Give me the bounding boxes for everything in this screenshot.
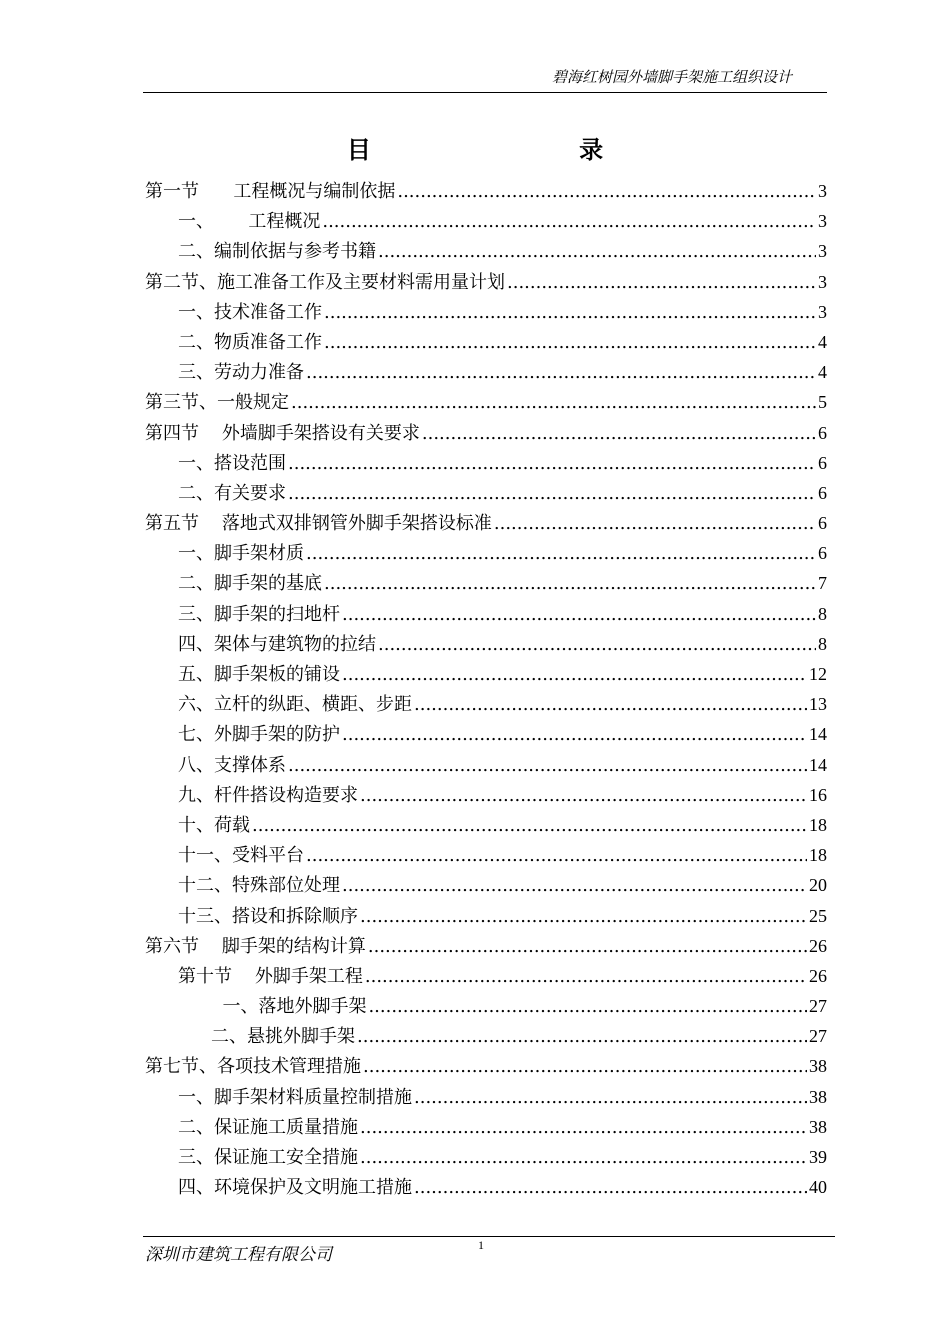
toc-dot-leader bbox=[322, 207, 816, 237]
footer-rule bbox=[143, 1236, 835, 1237]
toc-entry-text: 第四节 外墙脚手架搭设有关要求 bbox=[145, 422, 420, 444]
toc-entry[interactable] bbox=[145, 870, 827, 900]
toc-entry-text: 七、外脚手架的防护 bbox=[178, 724, 340, 746]
toc-entry-text: 第五节 落地式双排钢管外脚手架搭设标准 bbox=[145, 513, 492, 535]
toc-entry-page: 4 bbox=[818, 362, 827, 383]
toc-entry-text: 三、劳动力准备 bbox=[178, 362, 304, 384]
toc-entry-page: 3 bbox=[818, 271, 827, 292]
toc-entry[interactable] bbox=[145, 810, 827, 840]
toc-entry-text: 十三、搭设和拆除顺序 bbox=[178, 905, 358, 927]
toc-entry-page: 18 bbox=[809, 845, 827, 866]
toc-dot-leader bbox=[324, 328, 816, 358]
toc-entry-text: 十二、特殊部位处理 bbox=[178, 875, 340, 897]
toc-entry[interactable] bbox=[145, 418, 827, 448]
toc-entry-text: 四、环境保护及文明施工措施 bbox=[178, 1177, 412, 1199]
toc-entry-text: 八、支撑体系 bbox=[178, 754, 286, 776]
toc-entry-page: 38 bbox=[809, 1086, 827, 1107]
toc-entry-page: 3 bbox=[818, 241, 827, 262]
toc-entry-page: 12 bbox=[809, 664, 827, 684]
toc-entry-text: 五、脚手架板的铺设 bbox=[178, 664, 340, 685]
toc-entry[interactable] bbox=[145, 387, 827, 417]
toc-entry[interactable] bbox=[145, 961, 827, 991]
header-rule bbox=[143, 92, 827, 93]
toc-entry-page: 14 bbox=[809, 754, 827, 775]
toc-entry-text: 二、编制依据与参考书籍 bbox=[178, 241, 376, 263]
toc-entry-text: 一、搭设范围 bbox=[178, 452, 286, 474]
toc-entry[interactable] bbox=[145, 659, 827, 689]
toc-title: 目 录 bbox=[346, 135, 704, 164]
toc-entry[interactable] bbox=[145, 1082, 827, 1112]
toc-entry[interactable] bbox=[145, 1021, 827, 1051]
toc-entry-page: 6 bbox=[818, 513, 827, 534]
toc-entry-text: 第二节、施工准备工作及主要材料需用量计划 bbox=[145, 271, 505, 293]
toc-entry-text: 一、技术准备工作 bbox=[178, 301, 322, 323]
toc-entry-page: 38 bbox=[809, 1116, 827, 1137]
toc-entry[interactable] bbox=[145, 357, 827, 387]
toc-dot-leader bbox=[324, 298, 816, 328]
toc-entry-page: 14 bbox=[809, 724, 827, 745]
toc-entry-page: 18 bbox=[809, 814, 827, 835]
toc-entry-page: 16 bbox=[809, 784, 827, 805]
toc-entry[interactable] bbox=[145, 327, 827, 357]
toc-dot-leader bbox=[360, 781, 807, 811]
toc-entry[interactable] bbox=[145, 629, 827, 659]
toc-entry[interactable] bbox=[145, 1172, 827, 1202]
toc-entry-page: 27 bbox=[809, 996, 827, 1017]
table-of-contents bbox=[145, 176, 827, 1202]
toc-entry[interactable] bbox=[145, 568, 827, 598]
toc-entry-text: 第十节 外脚手架工程 bbox=[178, 965, 363, 987]
toc-entry-page: 8 bbox=[818, 633, 827, 654]
toc-entry-text: 一、落地外脚手架 bbox=[211, 996, 367, 1018]
toc-dot-leader bbox=[342, 871, 807, 901]
toc-entry[interactable] bbox=[145, 206, 827, 236]
toc-entry[interactable] bbox=[145, 1142, 827, 1172]
toc-entry[interactable] bbox=[145, 478, 827, 508]
toc-dot-leader bbox=[414, 1083, 807, 1113]
toc-entry[interactable] bbox=[145, 719, 827, 749]
toc-entry-text: 六、立杆的纵距、横距、步距 bbox=[178, 694, 412, 716]
toc-dot-leader bbox=[252, 811, 807, 841]
toc-entry-text: 十一、受料平台 bbox=[178, 845, 304, 867]
toc-dot-leader bbox=[494, 509, 816, 539]
toc-entry-page: 3 bbox=[818, 181, 827, 201]
toc-dot-leader bbox=[306, 539, 816, 569]
toc-dot-leader bbox=[324, 569, 816, 599]
toc-entry-text: 一、 工程概况 bbox=[178, 211, 321, 233]
toc-entry-page: 26 bbox=[809, 965, 827, 986]
toc-entry[interactable] bbox=[145, 689, 827, 719]
toc-entry-page: 7 bbox=[818, 573, 827, 594]
toc-dot-leader bbox=[414, 690, 807, 720]
toc-dot-leader bbox=[360, 1143, 807, 1173]
toc-entry-page: 27 bbox=[809, 1026, 827, 1047]
toc-dot-leader bbox=[378, 630, 816, 660]
toc-entry-page: 3 bbox=[818, 211, 827, 232]
toc-entry[interactable] bbox=[145, 508, 827, 538]
toc-dot-leader bbox=[306, 841, 807, 871]
toc-entry[interactable] bbox=[145, 448, 827, 478]
toc-dot-leader bbox=[378, 237, 816, 267]
toc-entry-text: 二、悬挑外脚手架 bbox=[211, 1026, 355, 1048]
toc-entry[interactable] bbox=[145, 991, 827, 1021]
toc-entry-text: 三、脚手架的扫地杆 bbox=[178, 603, 340, 625]
toc-entry-page: 5 bbox=[818, 392, 827, 413]
toc-entry[interactable] bbox=[145, 780, 827, 810]
toc-entry-text: 四、架体与建筑物的拉结 bbox=[178, 633, 376, 655]
toc-entry[interactable] bbox=[145, 931, 827, 961]
toc-dot-leader bbox=[365, 962, 807, 992]
toc-entry[interactable] bbox=[145, 176, 827, 206]
toc-entry-text: 二、脚手架的基底 bbox=[178, 573, 322, 595]
toc-entry[interactable] bbox=[145, 750, 827, 780]
toc-dot-leader bbox=[291, 388, 816, 418]
toc-dot-leader bbox=[342, 600, 816, 630]
toc-dot-leader bbox=[507, 268, 816, 298]
toc-entry-page: 4 bbox=[818, 331, 827, 352]
toc-dot-leader bbox=[422, 419, 816, 449]
toc-entry-text: 第六节 脚手架的结构计算 bbox=[145, 935, 366, 957]
toc-dot-leader bbox=[360, 902, 807, 932]
toc-entry-page: 6 bbox=[818, 482, 827, 503]
toc-dot-leader bbox=[288, 479, 816, 509]
toc-entry-page: 26 bbox=[809, 935, 827, 956]
toc-entry-text: 三、保证施工安全措施 bbox=[178, 1147, 358, 1168]
toc-entry[interactable] bbox=[145, 538, 827, 568]
toc-dot-leader bbox=[306, 358, 816, 388]
toc-dot-leader bbox=[397, 177, 816, 207]
toc-entry-page: 20 bbox=[809, 875, 827, 896]
toc-dot-leader bbox=[363, 1052, 807, 1082]
toc-dot-leader bbox=[414, 1173, 807, 1203]
toc-entry-text: 一、脚手架材料质量控制措施 bbox=[178, 1086, 412, 1108]
toc-entry[interactable] bbox=[145, 267, 827, 297]
toc-dot-leader bbox=[342, 660, 807, 690]
toc-entry-text: 第七节、各项技术管理措施 bbox=[145, 1056, 361, 1078]
toc-entry-page: 39 bbox=[809, 1147, 827, 1167]
toc-entry[interactable] bbox=[145, 1112, 827, 1142]
toc-entry[interactable] bbox=[145, 297, 827, 327]
footer-company: 深圳市建筑工程有限公司 bbox=[145, 1245, 332, 1265]
toc-dot-leader bbox=[288, 751, 807, 781]
toc-entry-page: 25 bbox=[809, 905, 827, 926]
toc-entry-page: 6 bbox=[818, 543, 827, 564]
toc-entry-text: 一、脚手架材质 bbox=[178, 543, 304, 565]
toc-dot-leader bbox=[368, 932, 807, 962]
toc-dot-leader bbox=[342, 720, 807, 750]
toc-entry[interactable] bbox=[145, 840, 827, 870]
toc-entry-text: 第三节、一般规定 bbox=[145, 392, 289, 414]
toc-entry-text: 二、保证施工质量措施 bbox=[178, 1116, 358, 1138]
toc-entry-page: 38 bbox=[809, 1056, 827, 1077]
toc-entry-page: 6 bbox=[818, 452, 827, 473]
toc-entry-text: 二、物质准备工作 bbox=[178, 331, 322, 353]
toc-dot-leader bbox=[357, 1022, 807, 1052]
toc-entry-page: 6 bbox=[818, 422, 827, 443]
toc-entry-page: 8 bbox=[818, 603, 827, 624]
page-header-title: 碧海红树园外墙脚手架施工组织设计 bbox=[551, 68, 792, 86]
toc-dot-leader bbox=[360, 1113, 807, 1143]
toc-entry-text: 十、荷载 bbox=[178, 814, 250, 836]
toc-entry-page: 13 bbox=[809, 694, 827, 715]
toc-entry[interactable] bbox=[145, 599, 827, 629]
toc-entry[interactable] bbox=[145, 236, 827, 266]
toc-dot-leader bbox=[368, 992, 807, 1022]
toc-entry[interactable] bbox=[145, 901, 827, 931]
toc-entry-text: 九、杆件搭设构造要求 bbox=[178, 784, 358, 806]
toc-entry-text: 二、有关要求 bbox=[178, 482, 286, 504]
footer-page-number: 1 bbox=[478, 1238, 484, 1252]
toc-entry-text: 第一节 工程概况与编制依据 bbox=[145, 181, 396, 202]
toc-entry-page: 40 bbox=[809, 1177, 827, 1198]
toc-entry-page: 3 bbox=[818, 301, 827, 322]
toc-dot-leader bbox=[288, 449, 816, 479]
toc-entry[interactable] bbox=[145, 1051, 827, 1081]
